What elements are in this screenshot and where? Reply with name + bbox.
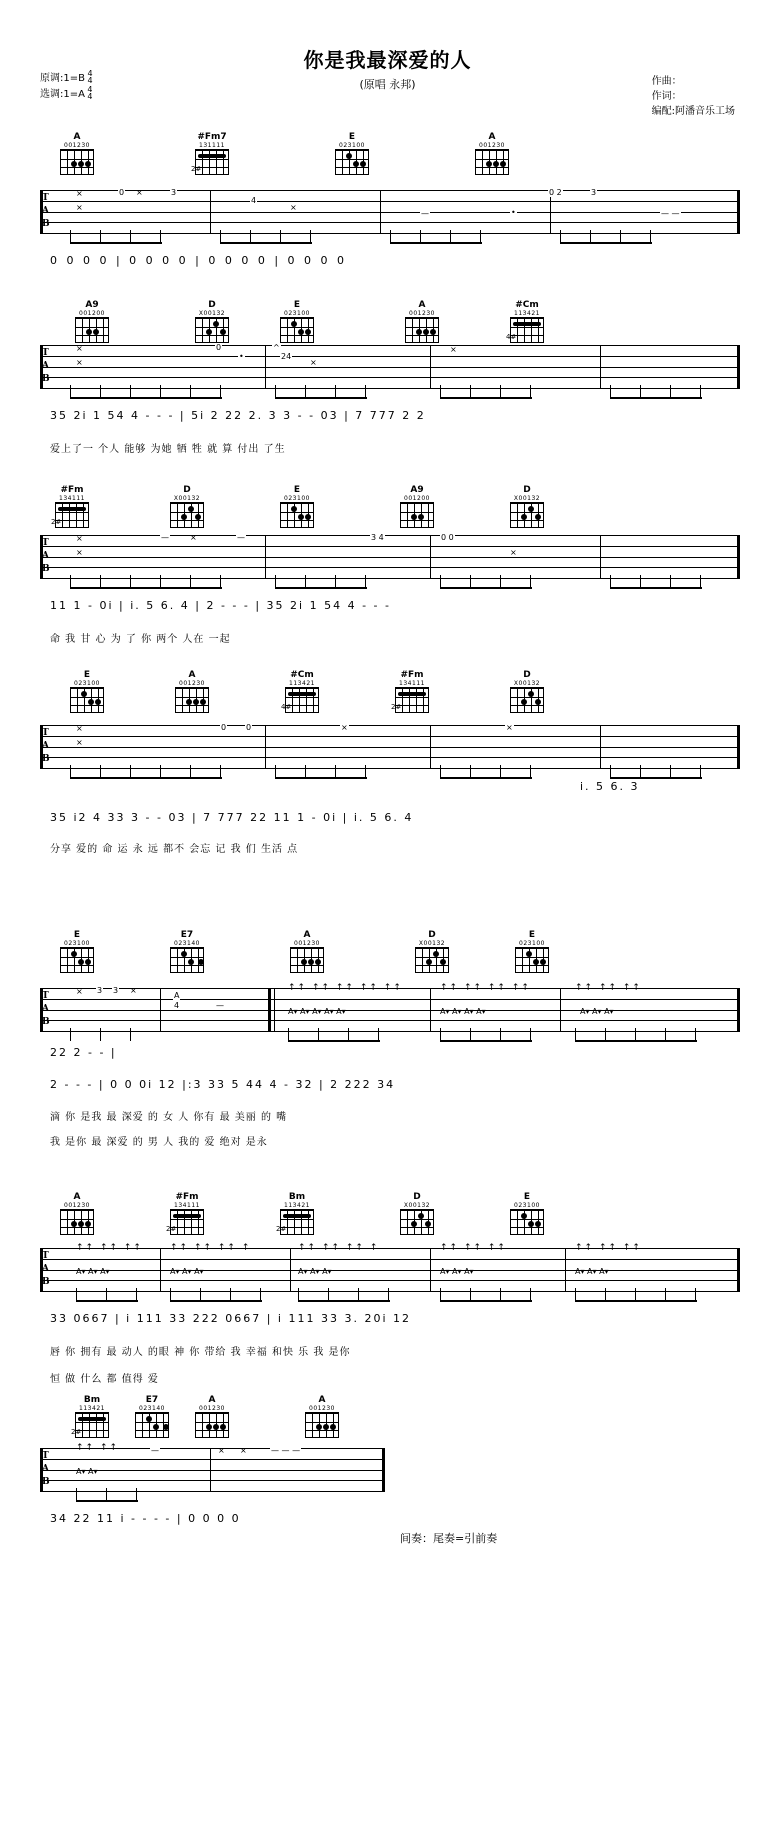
chord-diagram bbox=[285, 930, 329, 973]
chord-position: 4# bbox=[281, 703, 292, 711]
chord-fingering: 023100 bbox=[64, 940, 90, 947]
tab-staff: T A B ↑↑ ↑↑ A▾ A▾ — × × — — — bbox=[40, 1448, 385, 1492]
chord-name: E bbox=[293, 485, 301, 495]
chord-diagram bbox=[165, 1192, 209, 1235]
strum-arrows: ↑↑ ↑↑ ↑↑ bbox=[575, 983, 642, 993]
strum-arrows: ↑↑ ↑↑ ↑↑ bbox=[76, 1243, 143, 1253]
chord-fingering: 134111 bbox=[174, 1202, 200, 1209]
tab-clef: T A B bbox=[42, 991, 50, 1027]
credit-lyricist: 作词： bbox=[651, 91, 682, 102]
chord-fingering: 023100 bbox=[339, 142, 365, 149]
chord-name: #Cm bbox=[290, 670, 314, 680]
lyrics-line: 爱上了一 个人 能够 为她 牺 牲 就 算 付出 了生 bbox=[50, 444, 286, 455]
chord-diagram bbox=[300, 1395, 344, 1438]
chord-name: #Fm7 bbox=[197, 132, 227, 142]
chord-grid bbox=[400, 502, 434, 528]
selected-key-meter: 4 4 bbox=[87, 85, 93, 101]
chord-position: 2# bbox=[166, 1225, 177, 1233]
chord-diagram bbox=[330, 132, 374, 175]
chord-fingering: 023140 bbox=[174, 940, 200, 947]
strum-arrows: ↑↑ ↑↑ ↑↑ ↑ bbox=[170, 1243, 252, 1253]
chord-diagram bbox=[505, 300, 549, 343]
system-3 bbox=[40, 533, 740, 645]
chord-fingering: 001230 bbox=[64, 142, 90, 149]
chord-grid bbox=[510, 1209, 544, 1235]
chord-fingering: 001230 bbox=[179, 680, 205, 687]
original-key-meter: 4 4 bbox=[87, 69, 93, 85]
chord-name: A bbox=[488, 132, 496, 142]
strum-arrows: ↑↑ ↑↑ ↑↑ ↑↑ ↑↑ bbox=[288, 983, 403, 993]
chord-name: D bbox=[523, 485, 531, 495]
system-4 bbox=[40, 723, 740, 855]
chord-fingering: 113421 bbox=[289, 680, 315, 687]
chord-grid bbox=[281, 687, 319, 713]
chord-fingering: 134111 bbox=[399, 680, 425, 687]
strum-arrows: ↑↑ ↑↑ ↑↑ bbox=[440, 1243, 507, 1253]
chord-name: #Fm bbox=[175, 1192, 199, 1202]
chord-fingering: 023100 bbox=[519, 940, 545, 947]
system-5 bbox=[40, 983, 740, 1148]
chord-fingering: 023100 bbox=[74, 680, 100, 687]
selected-key-label: 选调:1=A bbox=[40, 89, 85, 100]
chord-grid bbox=[195, 317, 229, 343]
chord-name: D bbox=[208, 300, 216, 310]
chord-position: 2# bbox=[276, 1225, 287, 1233]
tab-clef: T A B bbox=[42, 193, 50, 229]
chord-fingering: 001230 bbox=[309, 1405, 335, 1412]
chord-fingering: 023100 bbox=[514, 1202, 540, 1209]
chord-diagram bbox=[190, 300, 234, 343]
chord-diagram bbox=[70, 1395, 114, 1438]
chord-name: E bbox=[523, 1192, 531, 1202]
chord-name: E bbox=[73, 930, 81, 940]
chord-fingering: 023100 bbox=[284, 495, 310, 502]
chord-diagram bbox=[165, 485, 209, 528]
chord-grid bbox=[510, 502, 544, 528]
system-7 bbox=[40, 1443, 385, 1525]
page-title: 你是我最深爱的人 bbox=[303, 48, 472, 72]
chord-position: 2# bbox=[391, 703, 402, 711]
rhythm-stems bbox=[40, 1288, 740, 1304]
chord-diagram bbox=[395, 485, 439, 528]
chord-name: D bbox=[413, 1192, 421, 1202]
chord-diagram bbox=[165, 930, 209, 973]
page-subtitle: (原唱 永邦) bbox=[359, 78, 416, 91]
chord-grid bbox=[335, 149, 369, 175]
tab-staff: T A B × × 0 0 × × bbox=[40, 725, 740, 769]
chord-name: E bbox=[348, 132, 356, 142]
chord-name: #Cm bbox=[515, 300, 539, 310]
notation-line: 35 i2 4 33 3 - - 03 | 7 777 22 11 1 - 0i | i. 5 6. 4 bbox=[50, 811, 414, 824]
chord-grid bbox=[71, 1412, 109, 1438]
chord-fingering: X00132 bbox=[403, 1202, 431, 1209]
tab-staff: T A B × × 0 • ^ 24 × × bbox=[40, 345, 740, 389]
chord-fingering: 113421 bbox=[79, 1405, 105, 1412]
chord-fingering: X00132 bbox=[513, 495, 541, 502]
chord-name: A bbox=[418, 300, 426, 310]
chord-diagram bbox=[470, 132, 514, 175]
chord-diagram bbox=[275, 485, 319, 528]
rhythm-stems bbox=[40, 385, 740, 401]
chord-name: E bbox=[83, 670, 91, 680]
notation-line: 33 0667 | i 111 33 222 0667 | i 111 33 3. 20i 12 bbox=[50, 1312, 411, 1325]
tab-staff: T A B × × — × — 3 4 0 0 × bbox=[40, 535, 740, 579]
chord-name: E7 bbox=[180, 930, 194, 940]
chord-diagram bbox=[190, 1395, 234, 1438]
chord-fingering: X00132 bbox=[198, 310, 226, 317]
chord-fingering: 001230 bbox=[199, 1405, 225, 1412]
chord-diagram bbox=[55, 1192, 99, 1235]
chord-diagram bbox=[170, 670, 214, 713]
chord-diagram bbox=[70, 300, 114, 343]
credit-arranger: 编配:阿潘音乐工场 bbox=[651, 106, 735, 117]
chord-name: A9 bbox=[85, 300, 99, 310]
tab-staff: T A B × 3 3 × A 4 — ↑↑ ↑↑ ↑↑ ↑↑ ↑↑ ↑↑ ↑↑ ↑↑ ↑↑ ↑↑ ↑↑ ↑↑ A▾ A▾ A▾ A▾ A▾ A▾ A▾ A▾ A▾ A▾ A▾ A▾ bbox=[40, 988, 740, 1032]
notation-line: 11 1 - 0i | i. 5 6. 4 | 2 - - - | 35 2i 1 54 4 - - - bbox=[50, 599, 391, 612]
notation-line: 0 0 0 0 | 0 0 0 0 | 0 0 0 0 | 0 0 0 0 bbox=[50, 254, 348, 267]
chord-diagram bbox=[390, 670, 434, 713]
lyrics-line: 命 我 甘 心 为 了 你 两个 人在 一起 bbox=[50, 634, 231, 645]
chord-grid bbox=[75, 317, 109, 343]
system-6 bbox=[40, 1243, 740, 1385]
chord-grid bbox=[175, 687, 209, 713]
chord-name: A bbox=[208, 1395, 216, 1405]
chord-diagram bbox=[50, 485, 94, 528]
chord-grid bbox=[290, 947, 324, 973]
strum-arrows: ↑↑ ↑↑ ↑↑ bbox=[575, 1243, 642, 1253]
chord-fingering: 023100 bbox=[284, 310, 310, 317]
chord-name: A bbox=[188, 670, 196, 680]
chord-name: A bbox=[73, 132, 81, 142]
chord-name: D bbox=[183, 485, 191, 495]
chord-grid bbox=[60, 149, 94, 175]
chord-name: D bbox=[428, 930, 436, 940]
chord-grid bbox=[475, 149, 509, 175]
ending-note: 间奏：尾奏=引前奏 bbox=[400, 1532, 498, 1545]
chord-grid bbox=[391, 687, 429, 713]
tab-clef: T A B bbox=[42, 728, 50, 764]
tab-clef: T A B bbox=[42, 348, 50, 384]
chord-fingering: 001230 bbox=[409, 310, 435, 317]
chord-grid bbox=[135, 1412, 169, 1438]
chord-grid bbox=[70, 687, 104, 713]
chord-diagram bbox=[505, 485, 549, 528]
chord-name: E bbox=[293, 300, 301, 310]
chord-grid bbox=[195, 1412, 229, 1438]
chord-grid bbox=[276, 1209, 314, 1235]
tab-staff: T A B ↑↑ ↑↑ ↑↑ ↑↑ ↑↑ ↑↑ ↑ ↑↑ ↑↑ ↑↑ ↑ ↑↑ ↑↑ ↑↑ ↑↑ ↑↑ ↑↑ A▾ A▾ A▾ A▾ A▾ A▾ A▾ A▾ A▾ A▾ A▾ A▾ A▾ A▾ A▾ bbox=[40, 1248, 740, 1292]
chord-fingering: 113421 bbox=[514, 310, 540, 317]
credit-composer: 作曲： bbox=[651, 76, 682, 87]
chord-grid bbox=[405, 317, 439, 343]
chord-grid bbox=[510, 687, 544, 713]
chord-position: 2# bbox=[71, 1428, 82, 1436]
notation-line: 34 22 11 i - - - - | 0 0 0 0 bbox=[50, 1512, 241, 1525]
notation-line-upper: i. 5 6. 3 bbox=[580, 780, 640, 793]
chord-name: Bm bbox=[288, 1192, 306, 1202]
chord-grid bbox=[280, 317, 314, 343]
chord-name: A bbox=[303, 930, 311, 940]
chord-grid bbox=[166, 1209, 204, 1235]
chord-fingering: X00132 bbox=[173, 495, 201, 502]
chord-grid bbox=[506, 317, 544, 343]
chord-grid bbox=[305, 1412, 339, 1438]
strum-arrows: ↑↑ ↑↑ ↑↑ ↑↑ bbox=[440, 983, 531, 993]
chord-grid bbox=[60, 1209, 94, 1235]
notation-line: 2 - - - | 0 0 0i 12 |:3 33 5 44 4 - 32 | 2 222 34 bbox=[50, 1078, 396, 1091]
rhythm-stems bbox=[40, 1488, 385, 1504]
chord-name: E7 bbox=[145, 1395, 159, 1405]
lyrics-line-2: 我 是你 最 深爱 的 男 人 我的 爱 绝对 是永 bbox=[50, 1137, 268, 1148]
chord-diagram bbox=[505, 1192, 549, 1235]
chord-diagram bbox=[275, 300, 319, 343]
notation-line-upper: 22 2 - - | bbox=[50, 1046, 117, 1059]
chord-fingering: X00132 bbox=[418, 940, 446, 947]
tab-staff: T A B × × 0 × 3 4 — • 0 2 3 — — × bbox=[40, 190, 740, 234]
chord-position: 2# bbox=[191, 165, 202, 173]
chord-fingering: 134111 bbox=[59, 495, 85, 502]
chord-grid bbox=[170, 947, 204, 973]
credits bbox=[652, 74, 735, 119]
rhythm-stems bbox=[40, 230, 740, 246]
chord-name: #Fm bbox=[60, 485, 84, 495]
rhythm-stems bbox=[40, 575, 740, 591]
tab-clef: T A B bbox=[42, 1251, 50, 1287]
chord-fingering: 131111 bbox=[199, 142, 225, 149]
chord-name: D bbox=[523, 670, 531, 680]
notation-line: 35 2i 1 54 4 - - - | 5i 2 22 2. 3 3 - - 03 | 7 777 2 2 bbox=[50, 409, 426, 422]
chord-grid bbox=[170, 502, 204, 528]
system-1 bbox=[40, 188, 740, 267]
chord-fingering: 001230 bbox=[64, 1202, 90, 1209]
lyrics-line-1: 唇 你 拥有 最 动人 的眼 神 你 带给 我 幸福 和快 乐 我 是你 bbox=[50, 1347, 351, 1358]
lyrics-line: 分享 爱的 命 运 永 远 都不 会忘 记 我 们 生活 点 bbox=[50, 844, 299, 855]
original-key-label: 原调:1=B bbox=[40, 73, 85, 84]
chord-grid bbox=[400, 1209, 434, 1235]
chord-diagram bbox=[410, 930, 454, 973]
chord-position: 4# bbox=[506, 333, 517, 341]
key-info bbox=[40, 70, 95, 102]
chord-fingering: 113421 bbox=[284, 1202, 310, 1209]
lyrics-line-1: 滴 你 是我 最 深爱 的 女 人 你有 最 美丽 的 嘴 bbox=[50, 1112, 288, 1123]
chord-grid bbox=[415, 947, 449, 973]
chord-position: 2# bbox=[51, 518, 62, 526]
chord-fingering: 001200 bbox=[79, 310, 105, 317]
chord-grid bbox=[191, 149, 229, 175]
lyrics-line-2: 恒 做 什么 都 值得 爱 bbox=[50, 1374, 159, 1385]
strum-arrows: ↑↑ ↑↑ bbox=[76, 1443, 120, 1453]
chord-diagram bbox=[400, 300, 444, 343]
chord-grid bbox=[515, 947, 549, 973]
chord-fingering: X00132 bbox=[513, 680, 541, 687]
chord-diagram bbox=[190, 132, 234, 175]
chord-diagram bbox=[55, 132, 99, 175]
chord-diagram bbox=[130, 1395, 174, 1438]
chord-fingering: 001230 bbox=[294, 940, 320, 947]
chord-diagram bbox=[65, 670, 109, 713]
chord-fingering: 023140 bbox=[139, 1405, 165, 1412]
chord-grid bbox=[60, 947, 94, 973]
chord-diagram bbox=[275, 1192, 319, 1235]
chord-grid bbox=[280, 502, 314, 528]
chord-diagram bbox=[510, 930, 554, 973]
chord-name: E bbox=[528, 930, 536, 940]
strum-arrows: ↑↑ ↑↑ ↑↑ ↑ bbox=[298, 1243, 380, 1253]
system-2 bbox=[40, 343, 740, 455]
chord-diagram bbox=[55, 930, 99, 973]
chord-diagram bbox=[395, 1192, 439, 1235]
rhythm-stems bbox=[40, 765, 740, 781]
rhythm-stems bbox=[40, 1028, 740, 1044]
chord-fingering: 001200 bbox=[404, 495, 430, 502]
chord-diagram bbox=[280, 670, 324, 713]
chord-diagram bbox=[505, 670, 549, 713]
chord-name: A bbox=[73, 1192, 81, 1202]
chord-name: A bbox=[318, 1395, 326, 1405]
tab-clef: T A B bbox=[42, 1451, 50, 1487]
chord-grid bbox=[51, 502, 89, 528]
chord-fingering: 001230 bbox=[479, 142, 505, 149]
chord-name: #Fm bbox=[400, 670, 424, 680]
chord-name: Bm bbox=[83, 1395, 101, 1405]
tab-clef: T A B bbox=[42, 538, 50, 574]
chord-name: A9 bbox=[410, 485, 424, 495]
